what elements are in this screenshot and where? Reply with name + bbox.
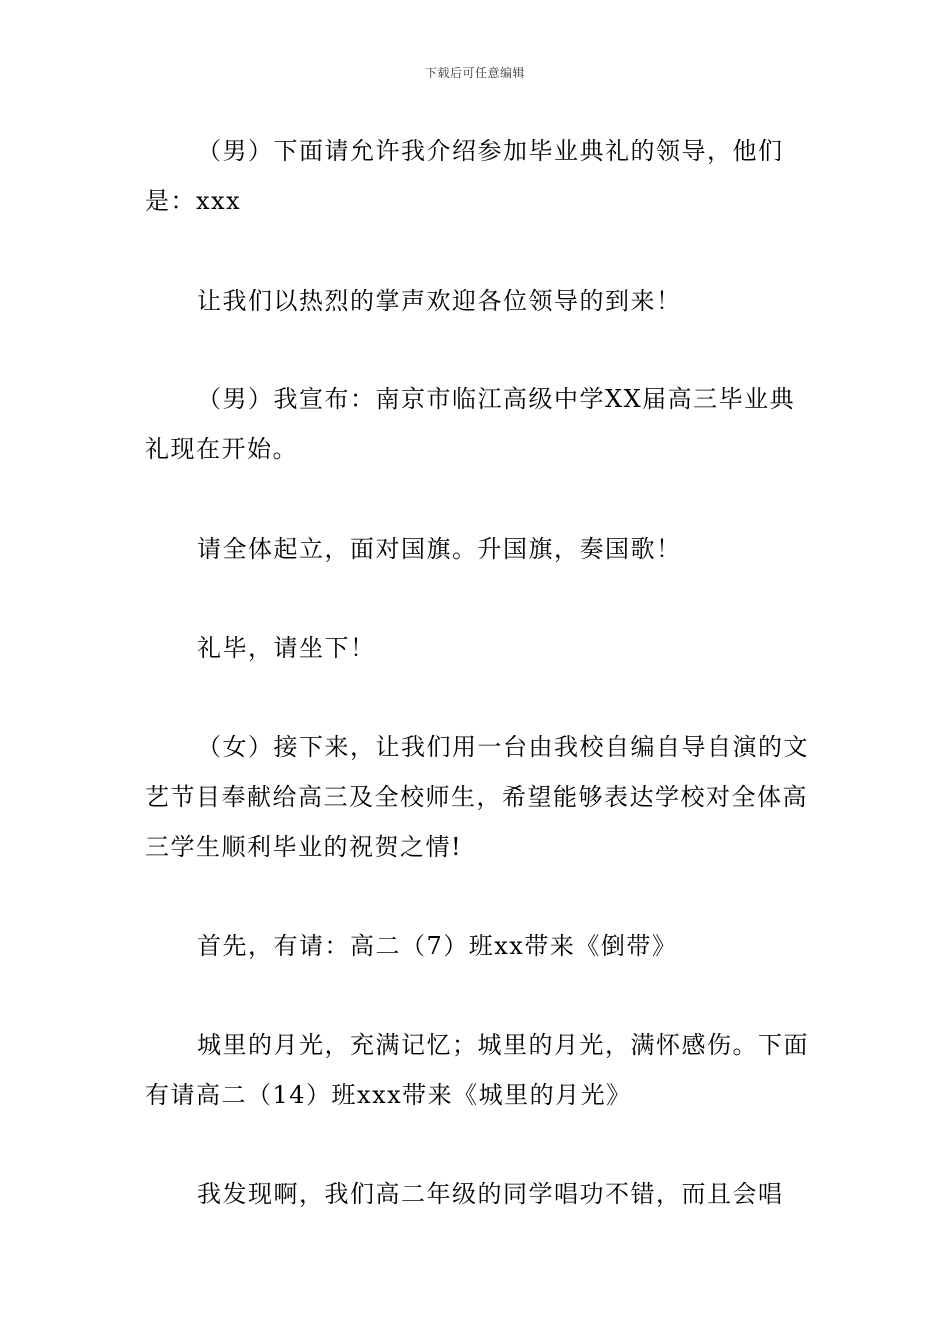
page-header: 下载后可任意编辑 xyxy=(424,66,525,80)
paragraph-first-act: 首先，有请：高二（7）班xx带来《倒带》 xyxy=(197,932,678,960)
paragraph-leaders-intro: （男）下面请允许我介绍参加毕业典礼的领导，他们是：xxx xyxy=(145,137,784,215)
paragraph-performance-intro: （女）接下来，让我们用一台由我校自编自导自演的文艺节目奉献给高三及全校师生，希望能够表达学校对全体高三学生顺利毕业的祝贺之情! xyxy=(145,733,809,861)
paragraph-ceremony-start: （男）我宣布：南京市临江高级中学XX届高三毕业典礼现在开始。 xyxy=(145,385,796,463)
paragraph-flag-anthem: 请全体起立，面对国旗。升国旗，奏国歌！ xyxy=(197,535,682,563)
paragraph-be-seated: 礼毕，请坐下！ xyxy=(197,634,376,662)
paragraph-continuation: 我发现啊，我们高二年级的同学唱功不错，而且会唱 xyxy=(197,1180,784,1208)
paragraph-second-act: 城里的月光，充满记忆；城里的月光，满怀感伤。下面有请高二（14）班xxx带来《城里的月光》 xyxy=(145,1031,809,1109)
paragraph-welcome-applause: 让我们以热烈的掌声欢迎各位领导的到来！ xyxy=(197,287,682,315)
